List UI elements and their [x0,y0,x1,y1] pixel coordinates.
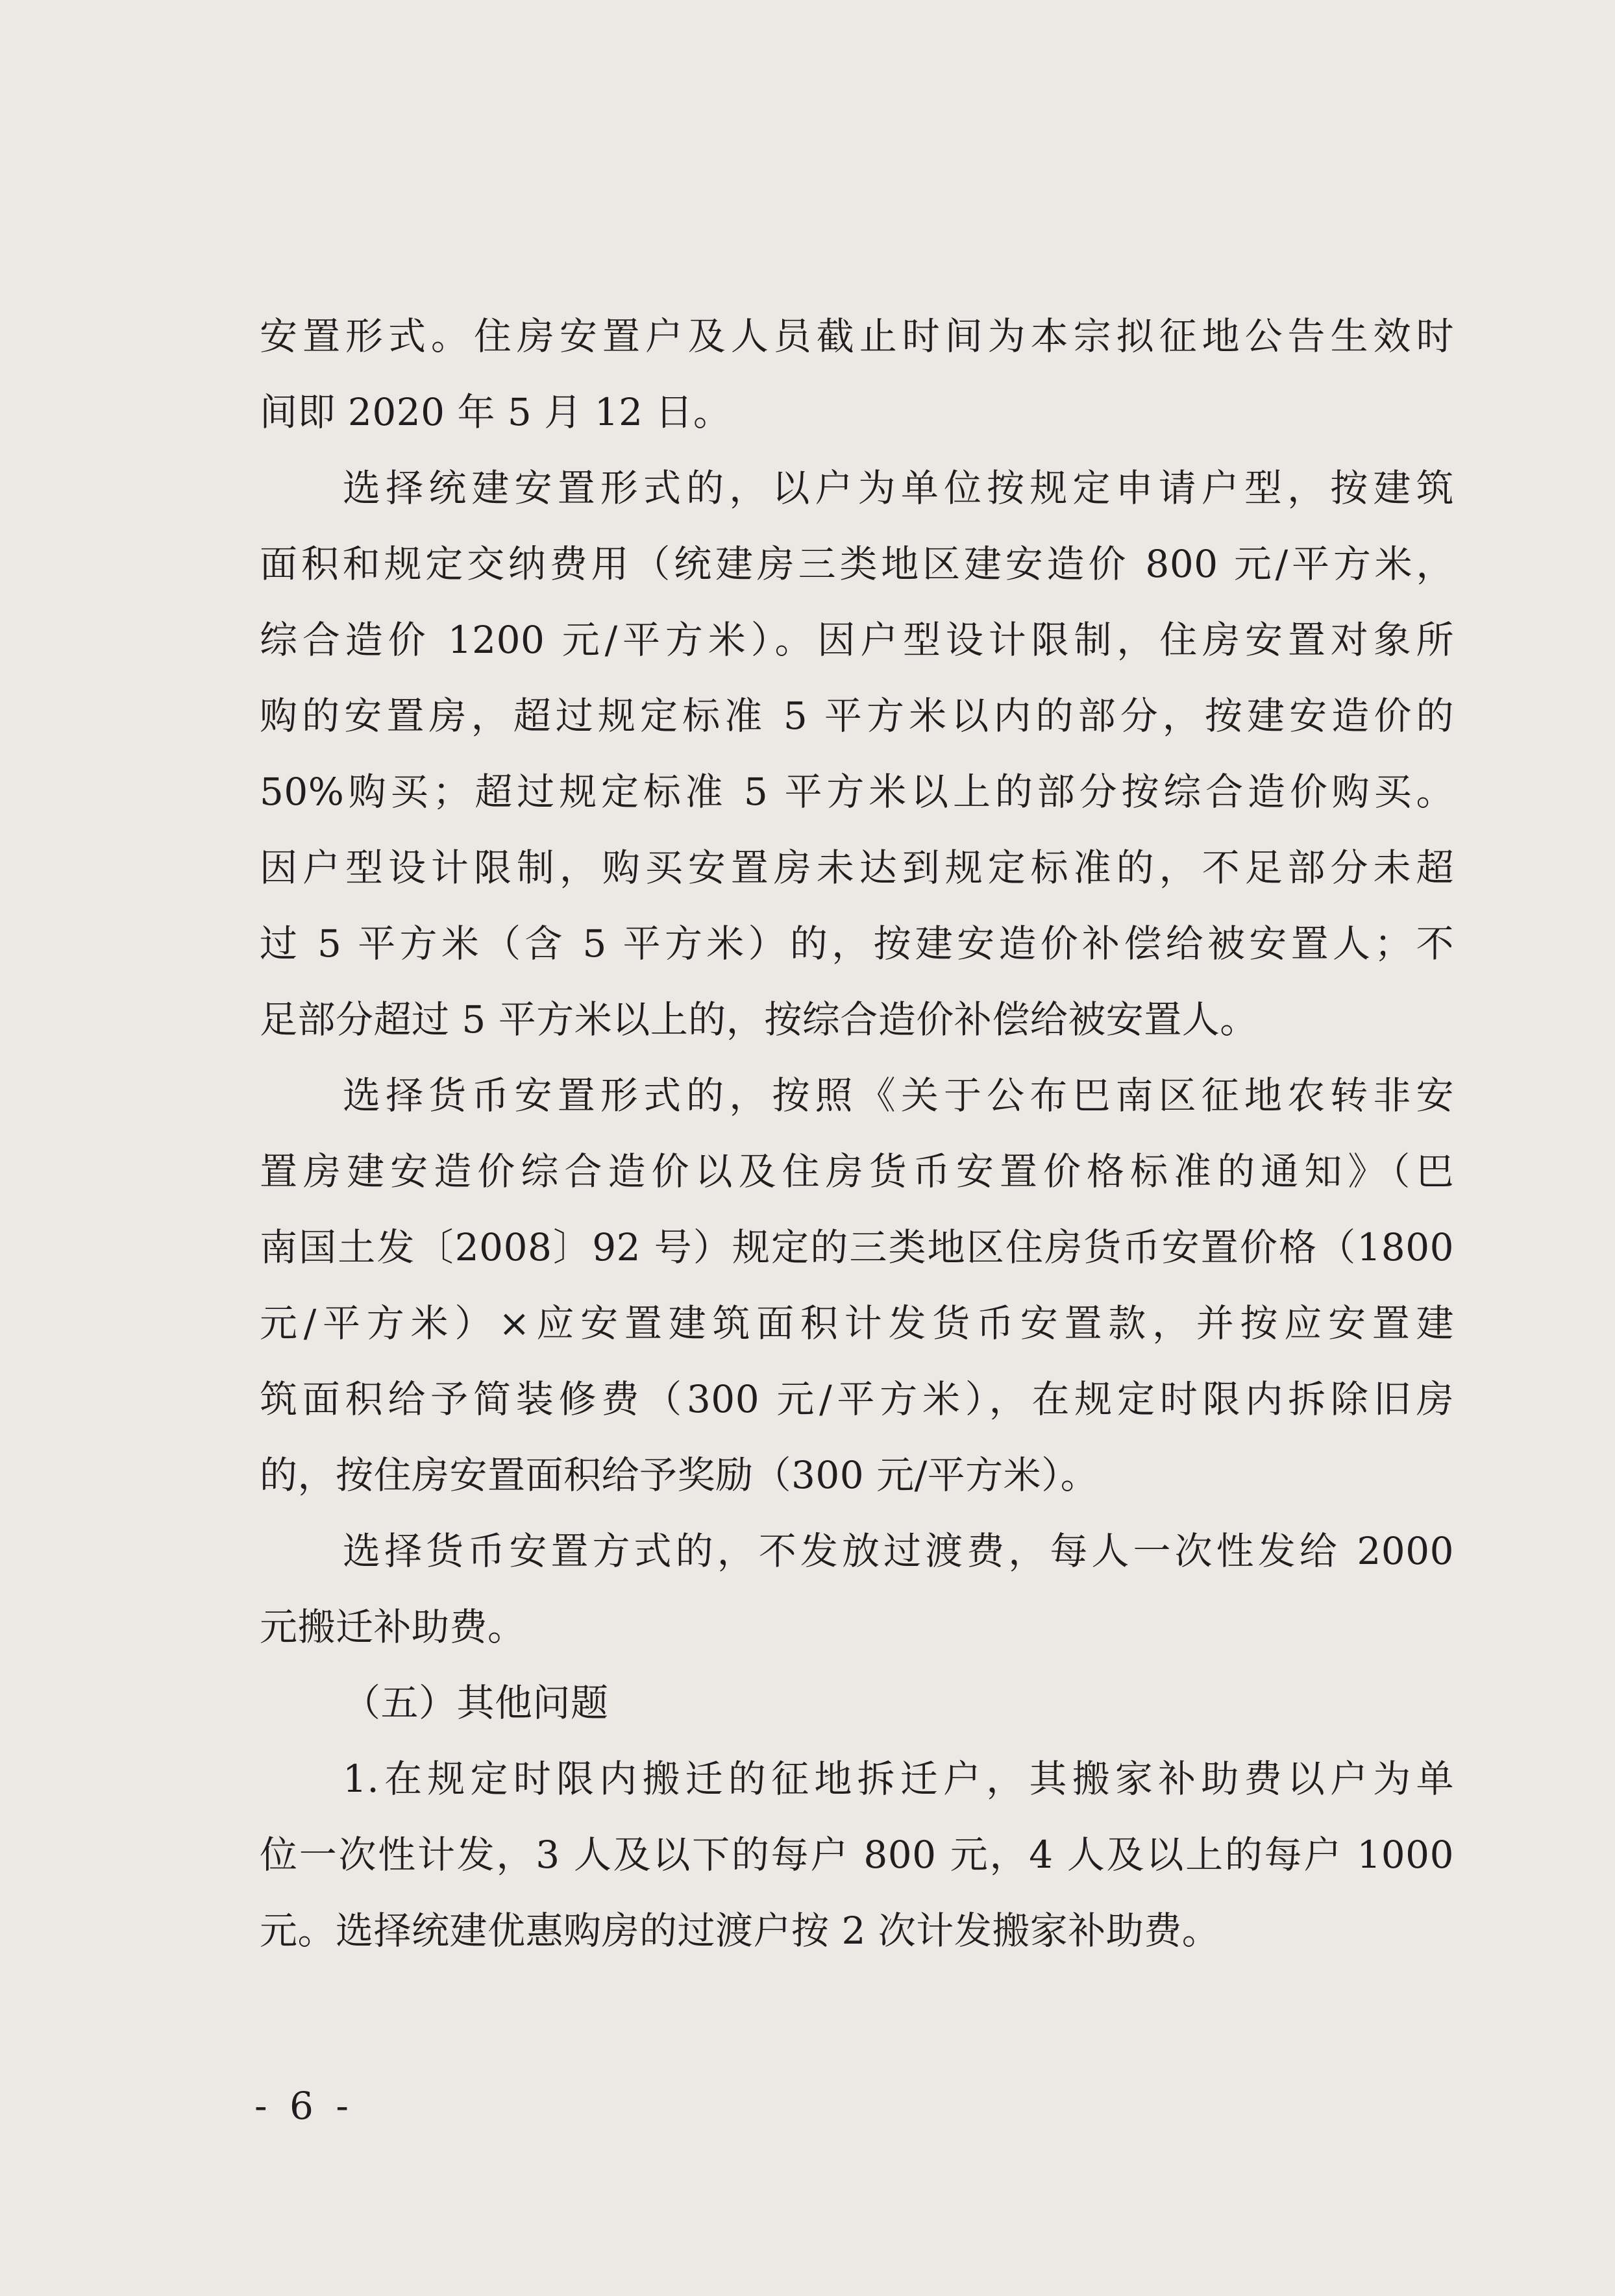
text-line: 南国土发〔2008〕92 号）规定的三类地区住房货币安置价格（1800 [260,1225,1454,1269]
text-line: 过 5 平方米（含 5 平方米）的，按建安造价补偿给被安置人；不 [260,922,1454,966]
text-line: 置房建安造价综合造价以及住房货币安置价格标准的通知》（巴 [260,1149,1454,1193]
text-line: 50%购买；超过规定标准 5 平方米以上的部分按综合造价购买。 [260,770,1454,814]
text-line: 选择货币安置形式的，按照《关于公布巴南区征地农转非安 [343,1073,1454,1117]
text-line: 元/平方米）×应安置建筑面积计发货币安置款，并按应安置建 [260,1301,1454,1345]
text-line: 位一次性计发，3 人及以下的每户 800 元，4 人及以上的每户 1000 [260,1833,1454,1877]
text-line: 面积和规定交纳费用（统建房三类地区建安造价 800 元/平方米， [260,542,1454,586]
document-body [260,299,1454,1969]
text-line: 筑面积给予简装修费（300 元/平方米），在规定时限内拆除旧房 [260,1377,1454,1421]
page-number: - 6 - [254,2084,354,2128]
section-heading: （五）其他问题 [343,1681,609,1725]
text-line: 足部分超过 5 平方米以上的，按综合造价补偿给被安置人。 [260,997,1258,1042]
text-line: 选择统建安置形式的，以户为单位按规定申请户型，按建筑 [343,466,1454,510]
text-line: 安置形式。住房安置户及人员截止时间为本宗拟征地公告生效时 [260,314,1454,358]
text-line: 选择货币安置方式的，不发放过渡费，每人一次性发给 2000 [343,1529,1454,1573]
text-line: 1.在规定时限内搬迁的征地拆迁户，其搬家补助费以户为单 [343,1757,1454,1801]
text-line: 间即 2020 年 5 月 12 日。 [260,390,732,434]
text-line: 综合造价 1200 元/平方米）。因户型设计限制，住房安置对象所 [260,618,1454,662]
text-line: 元搬迁补助费。 [260,1605,526,1649]
text-line: 的，按住房安置面积给予奖励（300 元/平方米）。 [260,1453,1099,1497]
text-line: 元。选择统建优惠购房的过渡户按 2 次计发搬家补助费。 [260,1909,1220,1953]
text-line: 购的安置房，超过规定标准 5 平方米以内的部分，按建安造价的 [260,694,1454,738]
text-line: 因户型设计限制，购买安置房未达到规定标准的，不足部分未超 [260,846,1454,890]
